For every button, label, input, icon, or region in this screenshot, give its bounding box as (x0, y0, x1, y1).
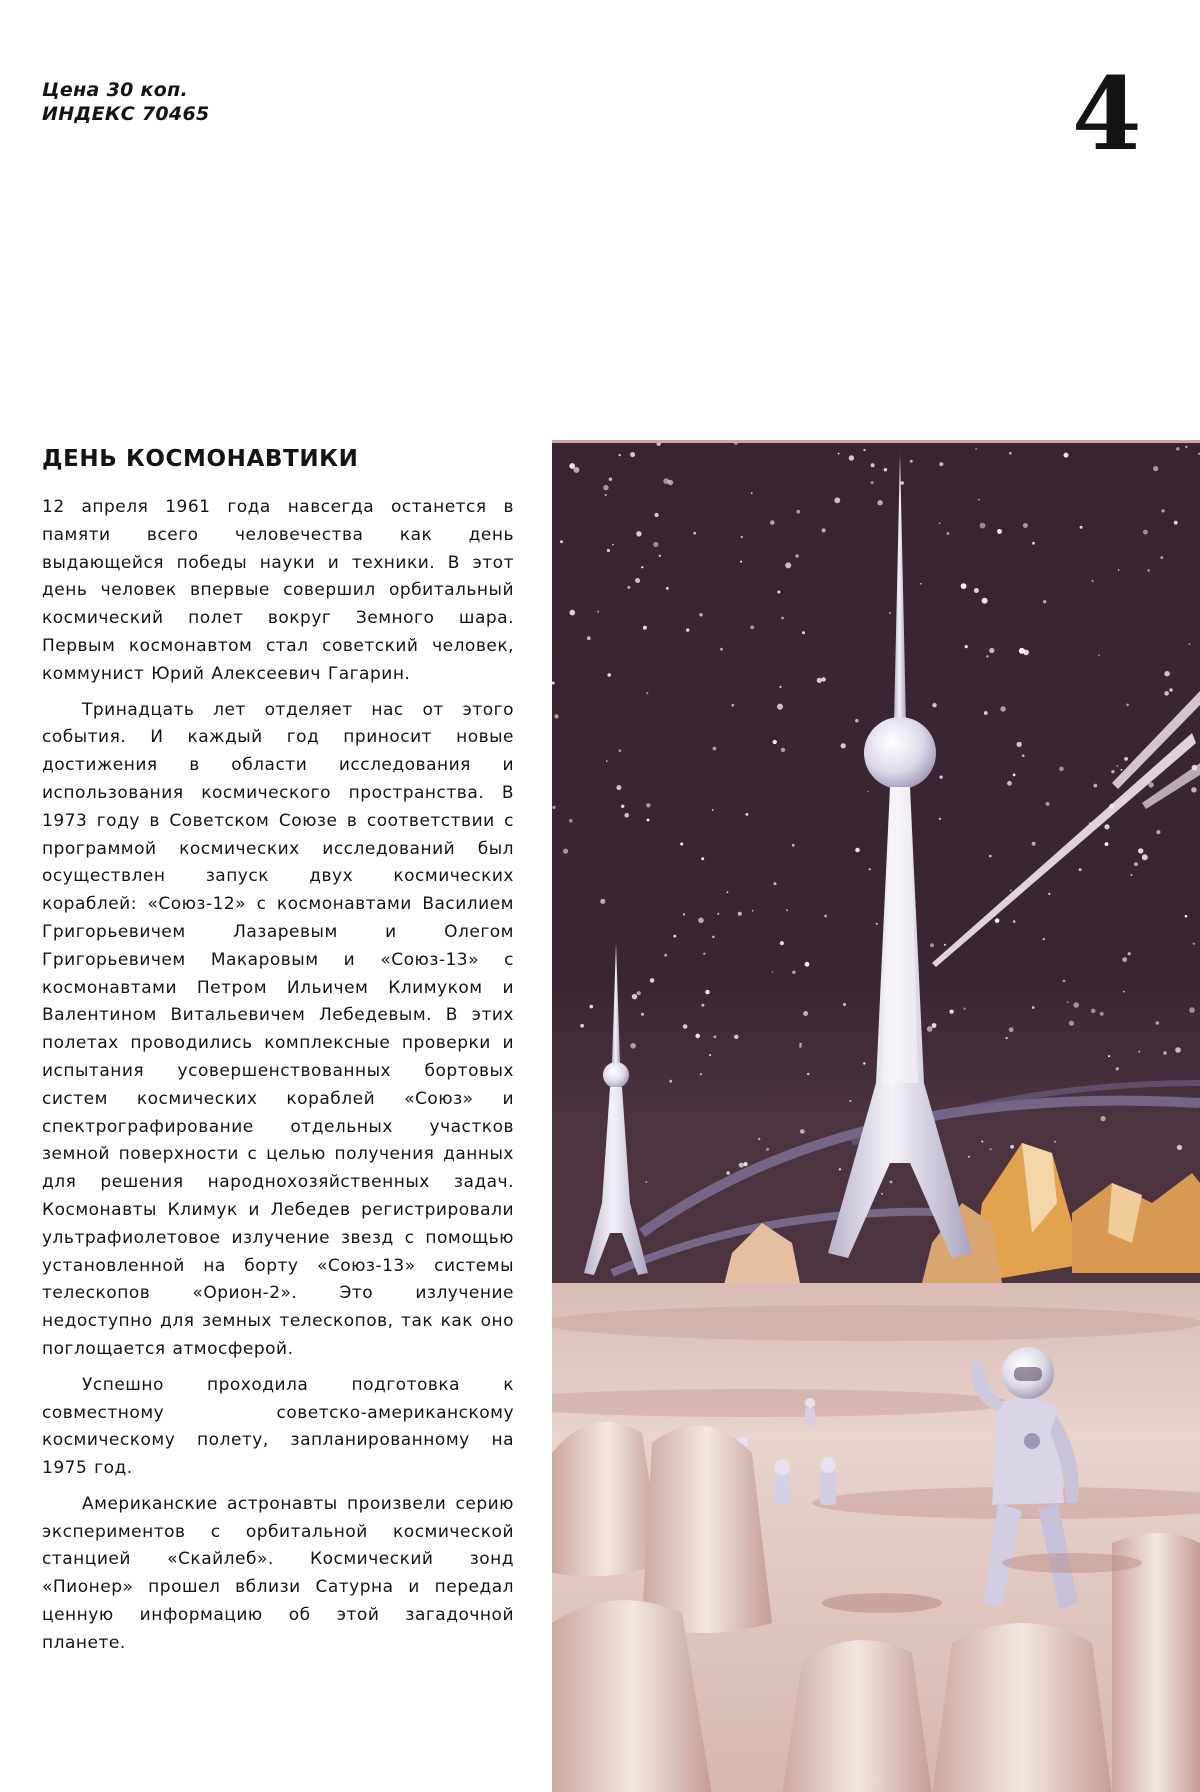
star (989, 648, 994, 653)
star (884, 468, 887, 471)
star (834, 497, 840, 503)
star (712, 936, 715, 939)
star (705, 990, 709, 994)
star (1162, 509, 1165, 512)
star (1156, 1021, 1159, 1024)
star (822, 528, 826, 532)
star (944, 944, 946, 946)
star (1116, 1067, 1119, 1070)
star (773, 740, 777, 744)
star (1043, 938, 1045, 940)
star (695, 1034, 700, 1039)
star (949, 1010, 953, 1014)
star (1185, 446, 1187, 448)
star (805, 962, 810, 967)
star (799, 1043, 801, 1045)
star (619, 454, 621, 456)
star (612, 544, 614, 546)
star (1104, 824, 1109, 829)
star (849, 1100, 851, 1102)
star (995, 918, 1000, 923)
price-label: Цена 30 коп. (42, 79, 189, 101)
star (997, 529, 1002, 534)
space-illustration (552, 440, 1200, 1792)
star (645, 1181, 647, 1183)
star (939, 818, 941, 820)
star (932, 1023, 937, 1028)
star (881, 1193, 883, 1195)
star (871, 481, 874, 484)
star (646, 692, 648, 694)
star (799, 1045, 802, 1048)
star (673, 935, 676, 938)
star (770, 520, 775, 525)
article-paragraph: Американские астронавты произвели серию экспериментов с орбитальной космической станцией «Скайлеб». Космический зонд «Пионер» прошел вблизи Сатурна и передал ценную информацию об этой загадочной планете. (42, 1493, 514, 1653)
star (741, 536, 743, 538)
star (1174, 521, 1178, 525)
star (824, 915, 827, 918)
star (1067, 1001, 1069, 1003)
star (703, 953, 705, 955)
star (777, 591, 780, 594)
star (1032, 842, 1036, 846)
star (619, 749, 622, 752)
star (821, 677, 825, 681)
star (744, 1162, 748, 1166)
star (570, 610, 576, 616)
star (774, 882, 777, 885)
star (1153, 466, 1158, 471)
star (630, 1043, 636, 1049)
star (978, 499, 980, 501)
star (982, 598, 988, 604)
star (734, 1035, 738, 1039)
star (714, 1035, 717, 1038)
star (700, 1073, 702, 1075)
star (680, 843, 683, 846)
star (1191, 787, 1196, 792)
star (1124, 757, 1128, 761)
star (1108, 1055, 1110, 1057)
star (781, 748, 785, 752)
star (772, 971, 774, 973)
star (683, 913, 685, 915)
star (849, 455, 854, 460)
star (1098, 654, 1100, 656)
article-paragraph: Успешно проходила подготовка к совместному советско-американскому космическому полету, запланированному на 1975 год. (42, 1374, 514, 1479)
star (855, 719, 858, 722)
star (889, 612, 891, 614)
star (984, 711, 988, 715)
star (1013, 774, 1016, 777)
star (900, 481, 904, 485)
star (920, 583, 922, 585)
star (803, 1011, 808, 1016)
star (655, 513, 659, 517)
star (569, 819, 573, 823)
star (1054, 1141, 1056, 1143)
star (1080, 526, 1083, 529)
star (965, 645, 968, 648)
star (632, 994, 637, 999)
star (701, 1004, 704, 1007)
star (647, 819, 650, 822)
star (686, 628, 689, 631)
star (1105, 842, 1109, 846)
star (1138, 848, 1143, 853)
star (1121, 769, 1123, 771)
star (554, 714, 558, 718)
article-title: ДЕНЬ КОСМОНАВТИКИ (42, 446, 359, 472)
article-paragraph: Тринадцать лет отделяет нас от этого события. И каждый год приносит новые достижения в области исследования и использования космического пространства. В 1973 году в Советском Союзе в соответствии с программой космических исследований был осуществлен запуск двух космических кораблей: «Союз-12» с космонавтами Василием Григорьевичем Лазаревым и Олегом Григорьевичем Макаровым и «Союз-13» с космонавтами Петром Ильичем Климуком и Валентином Витальевичем Лебедевым. В этих полетах проводились комплексные проверки и испытания усовершенствованных бортовых систем космических кораблей «Союз» и спектрографирование отдельных участков земной поверхности с целью получения данных для решения народнохозяйственных задач. Космонавты Климук и Лебедев регистрировали ультрафиолетовое излучение звезд с помощью установленной на борту «Союз-13» системы телескопов «Орион-2». Это излучение недоступно для земных телескопов, так как оно поглощается атмосферой. (42, 699, 514, 1359)
star (877, 500, 882, 505)
star (732, 704, 735, 707)
star (1059, 767, 1064, 772)
star (800, 1129, 805, 1134)
star (839, 1168, 841, 1170)
star (701, 857, 704, 860)
index-label: ИНДЕКС 70465 (42, 103, 210, 125)
star (666, 587, 669, 590)
star (624, 813, 629, 818)
star (1160, 556, 1163, 559)
star (1176, 447, 1179, 450)
star (750, 626, 754, 630)
star (1009, 452, 1012, 455)
star (1043, 600, 1046, 603)
star (758, 1138, 760, 1140)
article-body (42, 494, 514, 1666)
star (726, 1171, 730, 1175)
star (963, 1008, 965, 1010)
star (669, 1080, 672, 1083)
star (643, 626, 647, 630)
star (871, 463, 875, 467)
star (668, 480, 673, 485)
star (1164, 691, 1169, 696)
star (693, 532, 696, 535)
star (930, 943, 934, 947)
issue-number: 4 (1072, 55, 1142, 173)
star (1169, 688, 1173, 692)
star (627, 586, 630, 589)
star (720, 648, 723, 651)
star (863, 449, 865, 451)
star (739, 1163, 744, 1168)
star (961, 583, 967, 589)
star (713, 747, 717, 751)
star (587, 636, 591, 640)
star (981, 1141, 983, 1143)
star (699, 613, 702, 616)
star (1177, 1145, 1182, 1150)
star (1163, 1051, 1166, 1054)
star (1116, 765, 1118, 767)
star (792, 971, 795, 974)
star (659, 555, 661, 557)
star (641, 566, 643, 568)
star (947, 532, 950, 535)
star (1005, 1037, 1007, 1039)
star (738, 912, 742, 916)
star (1185, 915, 1188, 918)
star (876, 923, 878, 925)
star (792, 844, 795, 847)
star (727, 891, 729, 893)
star (552, 806, 555, 809)
star (606, 760, 608, 762)
star (1123, 991, 1125, 993)
star (766, 1148, 769, 1151)
star (1019, 648, 1025, 654)
star (932, 703, 936, 707)
star (980, 523, 986, 529)
star (641, 1013, 644, 1016)
star (1023, 523, 1028, 528)
star (867, 791, 869, 793)
star (1156, 830, 1160, 834)
star (1143, 530, 1148, 535)
star (746, 813, 749, 816)
star (940, 776, 943, 779)
star (1122, 957, 1127, 962)
star (1063, 980, 1066, 983)
star (1073, 1002, 1079, 1008)
star (580, 1024, 584, 1028)
star (621, 805, 624, 808)
star (974, 588, 979, 593)
star (635, 578, 640, 583)
star (1017, 742, 1022, 747)
star (1128, 952, 1131, 955)
star (607, 673, 611, 677)
star (1189, 1007, 1195, 1013)
star (717, 913, 719, 915)
star (869, 868, 871, 870)
star (600, 899, 605, 904)
star (1000, 706, 1005, 711)
star (752, 910, 754, 912)
star (590, 1005, 594, 1009)
star (1007, 781, 1012, 786)
star (1175, 1047, 1181, 1053)
star (709, 1054, 711, 1056)
star (664, 954, 667, 957)
star (838, 453, 840, 455)
star (1111, 770, 1114, 773)
star (968, 1156, 970, 1158)
star (1100, 1012, 1104, 1016)
star (785, 562, 791, 568)
star (1138, 1051, 1140, 1053)
star (1009, 1027, 1014, 1032)
star (1069, 1021, 1074, 1026)
star (796, 554, 799, 557)
star (1010, 1145, 1014, 1149)
star (1118, 569, 1120, 571)
star (560, 540, 563, 543)
star (1032, 542, 1035, 545)
star (802, 631, 805, 634)
star (1126, 704, 1129, 707)
star (781, 617, 784, 620)
star (1048, 893, 1050, 895)
star (780, 941, 784, 945)
star (573, 467, 579, 473)
star (1013, 920, 1016, 923)
star (605, 494, 607, 496)
star (779, 686, 781, 688)
star (1046, 802, 1050, 806)
star (616, 785, 621, 790)
star (563, 849, 568, 854)
star (1091, 1009, 1096, 1014)
star (807, 1073, 809, 1075)
star (843, 1003, 846, 1006)
star (890, 1181, 893, 1184)
star (1101, 1116, 1106, 1121)
star (637, 991, 641, 995)
star (777, 704, 783, 710)
star (1032, 1006, 1035, 1009)
star (1010, 890, 1012, 892)
star (989, 855, 992, 858)
star (1094, 784, 1098, 788)
star (986, 655, 988, 657)
star (609, 478, 612, 481)
star (796, 510, 800, 514)
star (698, 918, 704, 924)
star (1079, 868, 1082, 871)
price-block (42, 78, 210, 126)
star (650, 978, 655, 983)
star (975, 448, 977, 450)
star (1164, 671, 1169, 676)
star (1189, 643, 1191, 645)
star (989, 1148, 991, 1150)
star (607, 549, 610, 552)
article-paragraph: 12 апреля 1961 года навсегда останется в памяти всего человечества как день выдающейся победы науки и техники. В этот день человек впервые совершил орбитальный космический полет вокруг Земного шара. Первым космонавтом стал советский человек, коммунист Юрий Алексеевич Гагарин. (42, 497, 514, 684)
star (597, 611, 599, 613)
star (855, 848, 860, 853)
star (1022, 754, 1025, 757)
star (817, 678, 822, 683)
star (1142, 854, 1148, 860)
star (841, 743, 846, 748)
star (1193, 943, 1195, 945)
star (751, 492, 753, 494)
star (712, 809, 714, 811)
star (910, 460, 913, 463)
star (939, 462, 943, 466)
star (646, 803, 650, 807)
star (630, 452, 635, 457)
star (786, 909, 788, 911)
star (1091, 580, 1093, 582)
star (927, 1026, 933, 1032)
star (740, 561, 742, 563)
star (636, 531, 641, 536)
star (863, 1062, 865, 1064)
star (683, 1024, 688, 1029)
star (1064, 453, 1069, 458)
star (1134, 862, 1138, 866)
star (603, 485, 608, 490)
star (1130, 874, 1132, 876)
star (653, 542, 658, 547)
star (1147, 569, 1149, 571)
star (939, 522, 941, 524)
